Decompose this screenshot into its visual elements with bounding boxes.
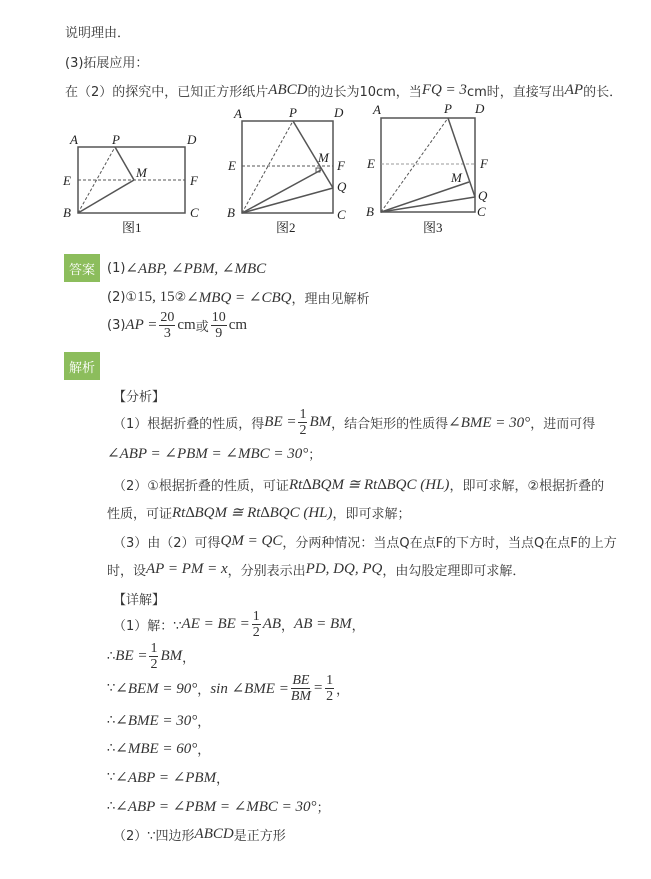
svg-text:C: C [337,207,346,222]
svg-text:D: D [187,132,197,147]
svg-text:F: F [337,158,345,173]
svg-text:C: C [477,204,486,219]
detail-line-3: ∵ ∠BEM = 90° ， sin ∠BME = $\frac{BE}{BM}$ = $\frac{1}{2}$ ， [107,673,350,704]
svg-text:D: D [334,105,344,120]
svg-text:M: M [451,170,462,185]
svg-text:A: A [234,106,242,121]
analysis-line-3: （2）①根据折叠的性质，可证 Rt∆BQM ≅ Rt∆BQC (HL) ，即可求解，②根据折叠的 [113,477,605,494]
question-3: 在（2）的探究中，已知正方形纸片 ABCD 的边长为10cm，当 FQ = 3 cm时，直接写出 AP 的长． [65,82,623,100]
detail-heading: 【详解】 [113,593,166,608]
figure-3-caption: 图3 [423,220,443,235]
analysis-heading: 【分析】 [113,390,166,405]
svg-text:M: M [136,165,147,180]
svg-text:E: E [228,158,236,173]
analysis-line-1: （1）根据折叠的性质，得 BE = $\frac{1}{2}$ BM ，结合矩形的性质得 ∠BME = 30° ，进而可得 [113,407,596,438]
svg-text:B: B [366,204,374,219]
detail-line-5: ∴ ∠MBE = 60° ， [107,741,211,758]
analysis-line-5: （3）由（2）可得 QM = QC ，分两种情况：当点Q在点F的下方时，当点Q在点F的上方 [113,533,617,551]
analysis-line-4: 性质，可证 Rt∆BQM ≅ Rt∆BQC (HL) ，即可求解； [107,505,411,522]
svg-text:M: M [318,150,329,165]
svg-text:F: F [190,173,198,188]
svg-text:P: P [289,105,297,120]
detail-line-4: ∴ ∠BME = 30° ， [107,713,211,730]
svg-text:Q: Q [337,179,347,194]
fraction: $\frac{20}{3}$ [160,310,175,341]
figure-3 [381,118,475,212]
figure-2-caption: 图2 [276,220,296,235]
svg-text:E: E [367,156,375,171]
svg-text:F: F [480,156,488,171]
detail-line-1: （1）解：∵ AE = BE = $\frac{1}{2}$ AB ， AB = BM ， [113,609,365,640]
intro-line-2: (3)拓展应用： [65,56,149,71]
analysis-line-2: ∠ABP = ∠PBM = ∠MBC = 30° ； [107,446,322,463]
figure-2 [242,121,333,213]
svg-text:P: P [112,132,120,147]
answer-badge: 答案 [64,254,100,282]
answer-2: (2)① 15, 15 ② ∠MBQ = ∠CBQ ，理由见解析 [107,289,370,307]
intro-line-1: 说明理由． [65,26,131,41]
svg-text:A: A [70,132,78,147]
svg-text:C: C [190,205,199,220]
analysis-line-6: 时，设 AP = PM = x ，分别表示出 PD, DQ, PQ ，由勾股定理即可求解． [107,561,526,579]
fraction: $\frac{10}{9}$ [211,310,226,341]
svg-text:E: E [63,173,71,188]
detail-line-7: ∴ ∠ABP = ∠PBM = ∠MBC = 30° ； [107,799,330,816]
svg-text:B: B [63,205,71,220]
figure-1-caption: 图1 [122,220,142,235]
figures [0,0,651,250]
svg-text:A: A [373,102,381,117]
detail-line-6: ∵ ∠ABP = ∠PBM ， [107,770,230,787]
answer-3: (3) AP = $\frac{20}{3}$ cm 或 $\frac{10}{9}$ cm [107,310,248,341]
svg-text:B: B [227,205,235,220]
analysis-badge: 解析 [64,352,100,380]
detail-line-8: （2）∵四边形 ABCD 是正方形 [113,826,286,844]
figure-1 [78,147,185,213]
svg-text:Q: Q [478,188,488,203]
svg-text:P: P [444,101,452,116]
answer-1: (1) ∠ABP, ∠PBM, ∠MBC [107,261,267,277]
svg-text:D: D [475,101,485,116]
detail-line-2: ∴ BE = $\frac{1}{2}$ BM ， [107,641,196,672]
